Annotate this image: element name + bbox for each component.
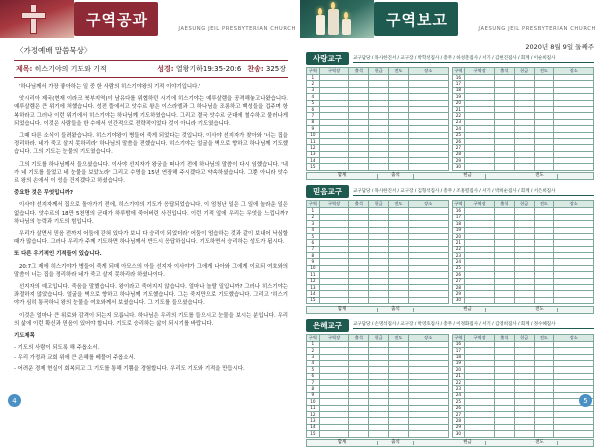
left-banner-title: [74, 2, 158, 36]
roster-cell-no: 24: [452, 259, 465, 265]
roster-cell-no: 12: [307, 278, 320, 284]
roster-column-header: 전도: [389, 201, 409, 208]
left-banner: [0, 0, 300, 38]
roster-cell-name: [319, 297, 349, 303]
roster-cell-no: 9: [307, 259, 320, 265]
roster-column-header: 구역: [307, 334, 320, 341]
sermon-title-row: [16, 64, 151, 74]
roster-cell-off: [514, 164, 534, 170]
roster-cell-no: 28: [452, 418, 465, 424]
sermon-paragraph: 그때 다른 소식이 들려왔습니다. 히스기야왕이 병들어 죽게 되었다는 것입니다. 이사야 선지자가 찾아와 '너는 집을 정리하라. 네가 죽고 살지 못하리라' 하나님의 말씀을 전했습니다. 히스기야는 얼굴을 벽으로 향하고 하나님께 기도했습니다. 그의 기도는 눈물의 기도였습니다.: [14, 133, 288, 156]
roster-cell-no: 14: [307, 158, 320, 164]
roster-cell-tr: [534, 164, 554, 170]
roster-column-header: 헌금: [514, 334, 534, 341]
roster-table: [452, 334, 595, 438]
roster-table: [306, 334, 449, 438]
roster-cell-no: 2: [307, 348, 320, 354]
roster-cell-tr: [389, 297, 409, 303]
roster-cell-no: 8: [307, 386, 320, 392]
right-church-name: JAESUNG JEIL PRESBYTERIAN CHURCH: [478, 26, 596, 32]
roster-column-header: 출석: [349, 334, 369, 341]
roster-cell-tr: [389, 164, 409, 170]
roster-cell-att: [349, 164, 369, 170]
roster-cell-no: 6: [307, 106, 320, 112]
roster-column-header: 장소: [408, 201, 448, 208]
total-label: 출석: [378, 174, 414, 178]
sermon-subheading: 또 다른 우기적인 기적들이 있습니다.: [14, 251, 102, 258]
district-total-row: [306, 439, 594, 447]
roster-cell-no: 26: [452, 405, 465, 411]
roster-cell-no: 29: [452, 291, 465, 297]
roster-cell-no: 29: [452, 158, 465, 164]
roster-column-header: 출석: [349, 68, 369, 75]
roster-cell-no: 1: [307, 75, 320, 81]
roster-header-row: [307, 68, 449, 75]
roster-cell-no: 18: [452, 221, 465, 227]
roster-cell-no: 27: [452, 278, 465, 284]
roster-cell-place: [554, 431, 594, 437]
roster-cell-no: 3: [307, 87, 320, 93]
roster-column-header: 헌금: [369, 201, 389, 208]
roster-cell-no: 13: [307, 285, 320, 291]
candles-icon: [300, 0, 374, 38]
roster-cell-no: 11: [307, 272, 320, 278]
roster-cell-no: 30: [452, 164, 465, 170]
roster-table: [452, 200, 595, 304]
roster-cell-no: 4: [307, 94, 320, 100]
roster-column-header: 구역: [307, 68, 320, 75]
district-block: [306, 185, 594, 313]
roster-column-header: 헌금: [514, 201, 534, 208]
sermon-title-label: 제목:: [16, 65, 33, 73]
roster-column-header: 구역장: [319, 68, 349, 75]
table-row: [452, 164, 594, 170]
roster-cell-no: 15: [307, 431, 320, 437]
roster-header-row: [452, 334, 594, 341]
total-label: 전도: [522, 308, 558, 312]
roster-column-header: 출석: [494, 68, 514, 75]
roster-cell-no: 23: [452, 253, 465, 259]
roster-cell-no: 22: [452, 246, 465, 252]
roster-column-header: 구역: [452, 334, 465, 341]
prayer-topic-item: - 어려운 경제 현실이 회복되고 그 기도를 통해 기쁨을 경험합니다. 우리도 기도와 기적을 만듭시다.: [14, 365, 245, 372]
sermon-hymn-label: 찬송:: [247, 65, 264, 73]
roster-column-header: 장소: [554, 201, 594, 208]
roster-header-row: [307, 201, 449, 208]
roster-cell-no: 6: [307, 373, 320, 379]
roster-cell-no: 2: [307, 81, 320, 87]
roster-table: [306, 200, 449, 304]
roster-cell-no: 20: [452, 100, 465, 106]
roster-cell-no: 29: [452, 424, 465, 430]
roster-cell-no: 28: [452, 151, 465, 157]
roster-cell-no: 21: [452, 240, 465, 246]
left-page: [0, 0, 300, 413]
roster-cell-no: 11: [307, 138, 320, 144]
roster-cell-tr: [534, 431, 554, 437]
roster-cell-no: 13: [307, 151, 320, 157]
district-total-row: [306, 172, 594, 180]
roster-cell-no: 19: [452, 94, 465, 100]
roster-column-header: 구역: [452, 68, 465, 75]
district-leaders: 교구담당 / 목사한진서 / 교구장 / 김형석집사 / 총무 / 조홍렬집사 / 서기 / 박희순집사 / 회계 / 서은희집사: [353, 188, 594, 196]
roster-column-header: 전도: [389, 334, 409, 341]
roster-column-header: 구역장: [465, 68, 495, 75]
roster-cell-name: [465, 431, 495, 437]
prayer-topics-heading: 기도제목: [14, 333, 35, 340]
roster-cell-no: 27: [452, 145, 465, 151]
sermon-scripture-value: 열왕기하19:35-20:6: [175, 65, 242, 73]
roster-cell-no: 8: [307, 119, 320, 125]
total-label: 합계: [307, 174, 378, 178]
district-reports: [300, 48, 600, 447]
roster-cell-no: 24: [452, 392, 465, 398]
roster-cell-no: 17: [452, 81, 465, 87]
roster-column-header: 구역: [307, 201, 320, 208]
roster-cell-no: 1: [307, 208, 320, 214]
roster-cell-no: 9: [307, 392, 320, 398]
roster-cell-no: 23: [452, 119, 465, 125]
roster-column-header: 장소: [554, 334, 594, 341]
roster-cell-att: [349, 297, 369, 303]
roster-column-header: 전도: [534, 334, 554, 341]
roster-cell-no: 16: [452, 75, 465, 81]
roster-cell-no: 7: [307, 113, 320, 119]
roster-cell-no: 3: [307, 221, 320, 227]
roster-cell-no: 25: [452, 265, 465, 271]
roster-column-header: 전도: [389, 68, 409, 75]
roster-cell-no: 4: [307, 227, 320, 233]
roster-cell-name: [319, 431, 349, 437]
roster-header-row: [307, 334, 449, 341]
bulletin-date: 2020년 8월 9일 둘째주: [525, 43, 594, 51]
total-label: 출석: [378, 441, 414, 445]
roster-cell-no: 23: [452, 386, 465, 392]
sermon-scripture-row: [157, 64, 241, 74]
roster-cell-no: 3: [307, 354, 320, 360]
roster-header-row: [452, 68, 594, 75]
roster-cell-no: 22: [452, 380, 465, 386]
sermon-section: [0, 38, 300, 373]
right-banner-title-text: 구역보고: [386, 10, 448, 29]
roster-cell-no: 5: [307, 367, 320, 373]
roster-cell-no: 15: [307, 164, 320, 170]
sermon-paragraph: 이사야 선지자께서 집으로 돌아가기 전에, 히스기야의 기도가 응답되었습니다. 이 엄청난 일은 그 일에 놀라운 일은 없습니다. 앗수르의 18만 5천명의 군대가 하루밤에 죽어버린 사건입니다. 이런 기적 앞에 우리는 무엇을 느낍니까? 하나님의 능력과 기도의 힘입니다.: [14, 202, 288, 225]
sermon-scripture-label: 성경:: [157, 65, 174, 73]
total-label: 출석: [378, 308, 414, 312]
roster-cell-place: [408, 297, 448, 303]
roster-column-header: 장소: [408, 68, 448, 75]
sermon-body: [14, 83, 288, 373]
roster-cell-att: [494, 297, 514, 303]
roster-column-header: 장소: [554, 68, 594, 75]
roster-cell-off: [369, 164, 389, 170]
district-leaders: 교구담당 / 손명석집사 / 교구장 / 박영호집사 / 총무 / 이정화집사 / 서기 / 김영희집사 / 회계 / 정수혜집사: [353, 321, 594, 329]
roster-cell-no: 13: [307, 418, 320, 424]
table-row: [307, 164, 449, 170]
right-banner-title: [374, 2, 458, 36]
sermon-meta: [14, 60, 288, 78]
roster-cell-no: 19: [452, 227, 465, 233]
roster-column-header: 헌금: [369, 68, 389, 75]
roster-cell-no: 9: [307, 126, 320, 132]
total-label: 헌금: [450, 174, 486, 178]
family-worship-label: 〈가정예배 말씀묵상〉: [16, 46, 92, 55]
roster-cell-no: 2: [307, 214, 320, 220]
district-name: 사랑교구: [306, 52, 349, 65]
total-label: 헌금: [450, 308, 486, 312]
roster-table: [452, 67, 595, 171]
table-row: [307, 297, 449, 303]
left-church-name: JAESUNG JEIL PRESBYTERIAN CHURCH: [178, 26, 296, 32]
roster-cell-off: [369, 297, 389, 303]
table-row: [307, 431, 449, 437]
roster-column-header: 헌금: [369, 334, 389, 341]
sermon-hymn-value: 325장: [265, 65, 286, 73]
roster-column-header: 전도: [534, 68, 554, 75]
roster-cell-off: [369, 431, 389, 437]
roster-cell-no: 10: [307, 132, 320, 138]
roster-cell-place: [408, 431, 448, 437]
roster-cell-tr: [389, 431, 409, 437]
roster-cell-no: 10: [307, 265, 320, 271]
roster-cell-no: 17: [452, 348, 465, 354]
sermon-paragraph: 선지자의 예고입니다. 죽음을 말했습니다. 왕이라고 죽어지지 않습니다. 얼마나 놀랄 일입니까? 그러나 히스기야는 좌절하지 않았습니다. 얼굴을 벽으로 향하고 하나님께 기도했습니다. 그는 죽지만으로 기도했습니다. 그리고 '히스기야가 심히 통곡하니 왕의 눈물을 여호와께서 보셨습니다. 그 기도를 들으셨습니다.: [14, 284, 288, 307]
roster-column-header: 구역: [452, 201, 465, 208]
roster-cell-no: 24: [452, 126, 465, 132]
roster-cell-no: 10: [307, 399, 320, 405]
roster-column-header: 장소: [408, 334, 448, 341]
roster-cell-no: 30: [452, 431, 465, 437]
roster-cell-place: [554, 164, 594, 170]
prayer-topic-item: - 기도의 사람이 되도록 해 주옵소서.: [14, 345, 100, 352]
roster-cell-no: 16: [452, 208, 465, 214]
sermon-paragraph: '하나님께서 가장 좋아하는 일 중 한 사람의 히스기야왕의 기적 이야기입니다.': [19, 84, 201, 90]
roster-column-header: 출석: [494, 201, 514, 208]
roster-cell-att: [349, 431, 369, 437]
district-name: 은혜교구: [306, 319, 349, 332]
roster-cell-no: 1: [307, 341, 320, 347]
district-header: [306, 52, 594, 65]
roster-cell-off: [514, 431, 534, 437]
district-name: 믿음교구: [306, 185, 349, 198]
roster-column-header: 구역장: [319, 334, 349, 341]
sermon-paragraph: 그의 기도를 하나님께서 들으셨습니다. 이사야 선지자가 왕궁을 떠나기 전에 하나님의 말씀이 다시 임했습니다. '내가 네 기도를 들었고 네 눈물을 보았노라' 그리고 수명을 15년 연장해 주시겠다고 약속하셨습니다. 그뿐 아니라 앗수르 왕의 손에서 이 성을 건지겠다고 하셨습니다.: [14, 161, 288, 185]
sermon-paragraph: 앗시리아 제국(현재 이라크 북부지역)이 남유다를 위협하던 시기에 히스기야는 예루살렘을 공격해놓고나왔습니다. 예루살렘은 큰 위기에 처했습니다. 성전 뜰에서고 앗수르 왕은 이스라엘과 그 하나님을 조롱하고 백성들을 겁주며 항복하라고 그러나 이런 위기에서 히스기야는 하나님께 기도하였습니다. 그리고 결국 앗수르 군대에 철수하고 물러나게 되었습니다. 이것은 사람들을 한 수에서 인간적으로 전략적이었다 것이 아니라 기도였습니다.: [14, 96, 288, 127]
roster-cell-no: 28: [452, 285, 465, 291]
roster-column-header: 구역장: [465, 201, 495, 208]
page-number-right: 5: [579, 394, 592, 407]
total-label: 전도: [522, 174, 558, 178]
roster-cell-place: [408, 164, 448, 170]
roster-column-header: 출석: [349, 201, 369, 208]
district-leaders: 교구담당 / 목사한진서 / 교구장 / 박학선집사 / 총무 / 하성춘집사 / 서기 / 김현진집사 / 회계 / 이순희집사: [353, 55, 594, 63]
roster-column-header: 전도: [534, 201, 554, 208]
page-number-left: 4: [8, 394, 21, 407]
sermon-paragraph: 이것은 얼마나 큰 위로와 감격이 되는지 모릅니다. 하나님은 우리의 기도를 들으시고 눈물을 보시는 분입니다. 우리의 삶에 이런 확신과 믿음이 있어야 합니다. 기도로 승리하는 삶이 되시기를 바랍니다.: [14, 312, 288, 327]
roster-cell-att: [494, 164, 514, 170]
table-row: [452, 297, 594, 303]
cross-icon: [0, 0, 74, 38]
roster-cell-no: 20: [452, 367, 465, 373]
roster-cell-no: 4: [307, 360, 320, 366]
roster-table: [306, 67, 449, 171]
table-row: [452, 431, 594, 437]
roster-cell-no: 20: [452, 233, 465, 239]
roster-cell-no: 26: [452, 272, 465, 278]
sermon-subheading: 중요한 것은 무엇입니까?: [14, 190, 73, 197]
district-block: [306, 319, 594, 447]
left-banner-title-text: 구역공과: [86, 10, 148, 29]
roster-cell-no: 15: [307, 297, 320, 303]
district-block: [306, 52, 594, 180]
roster-cell-no: 25: [452, 399, 465, 405]
total-label: 합계: [307, 441, 378, 445]
roster-cell-no: 16: [452, 341, 465, 347]
prayer-topic-item: - 우리 가정과 교회 위에 큰 은혜를 베풀어 주옵소서.: [14, 355, 136, 362]
roster-cell-no: 22: [452, 113, 465, 119]
roster-column-header: 출석: [494, 334, 514, 341]
roster-cell-no: 17: [452, 214, 465, 220]
roster-cell-no: 14: [307, 291, 320, 297]
roster-cell-no: 5: [307, 233, 320, 239]
roster-cell-no: 8: [307, 253, 320, 259]
roster-cell-att: [494, 431, 514, 437]
right-banner: [300, 0, 600, 38]
roster-cell-no: 11: [307, 405, 320, 411]
roster-cell-no: 26: [452, 138, 465, 144]
roster-cell-no: 21: [452, 373, 465, 379]
roster-cell-no: 7: [307, 380, 320, 386]
sermon-title-value: 히스기야의 기도와 기적: [34, 65, 107, 73]
sermon-paragraph: 20:7그 제에 히스기야가 병들어 죽게 되매 아모스의 아들 선지자 이사야가 그에게 나아와 그에게 이르되 여호와의 말씀이 너는 집을 정리하라 네가 죽고 살지 못하리라 하셨나이다.: [14, 263, 288, 278]
roster-column-header: 구역장: [319, 201, 349, 208]
roster-cell-tr: [534, 297, 554, 303]
total-label: 합계: [307, 308, 378, 312]
roster-cell-no: 18: [452, 354, 465, 360]
roster-cell-no: 30: [452, 297, 465, 303]
roster-cell-no: 27: [452, 412, 465, 418]
roster-cell-no: 12: [307, 412, 320, 418]
roster-header-row: [452, 201, 594, 208]
roster-cell-no: 5: [307, 100, 320, 106]
roster-cell-no: 6: [307, 240, 320, 246]
roster-cell-name: [465, 297, 495, 303]
roster-cell-name: [465, 164, 495, 170]
sermon-hymn-row: [247, 64, 286, 74]
roster-cell-no: 14: [307, 424, 320, 430]
roster-cell-name: [319, 164, 349, 170]
roster-cell-no: 19: [452, 360, 465, 366]
roster-cell-no: 12: [307, 145, 320, 151]
roster-cell-no: 25: [452, 132, 465, 138]
district-total-row: [306, 306, 594, 314]
roster-cell-no: 18: [452, 87, 465, 93]
total-label: 전도: [522, 441, 558, 445]
roster-column-header: 헌금: [514, 68, 534, 75]
district-header: [306, 319, 594, 332]
roster-cell-off: [514, 297, 534, 303]
roster-cell-no: 21: [452, 106, 465, 112]
total-label: 헌금: [450, 441, 486, 445]
sermon-paragraph: 우리가 살면서 믿음 전까지 어둠에 갇혀 있다가 보니 다 승리이 되었더라' 어둠이 엄습하는 것과 같이 보내어 낙심할 때가 많습니다. 그러나 우리가 주께 기도하면 하나님께서 반드시 응답하십니다. 기도하면서 승리하는 성도가 됩시다.: [14, 231, 288, 246]
district-header: [306, 185, 594, 198]
right-page: [300, 0, 600, 445]
roster-cell-place: [554, 297, 594, 303]
roster-cell-no: 7: [307, 246, 320, 252]
roster-column-header: 구역장: [465, 334, 495, 341]
